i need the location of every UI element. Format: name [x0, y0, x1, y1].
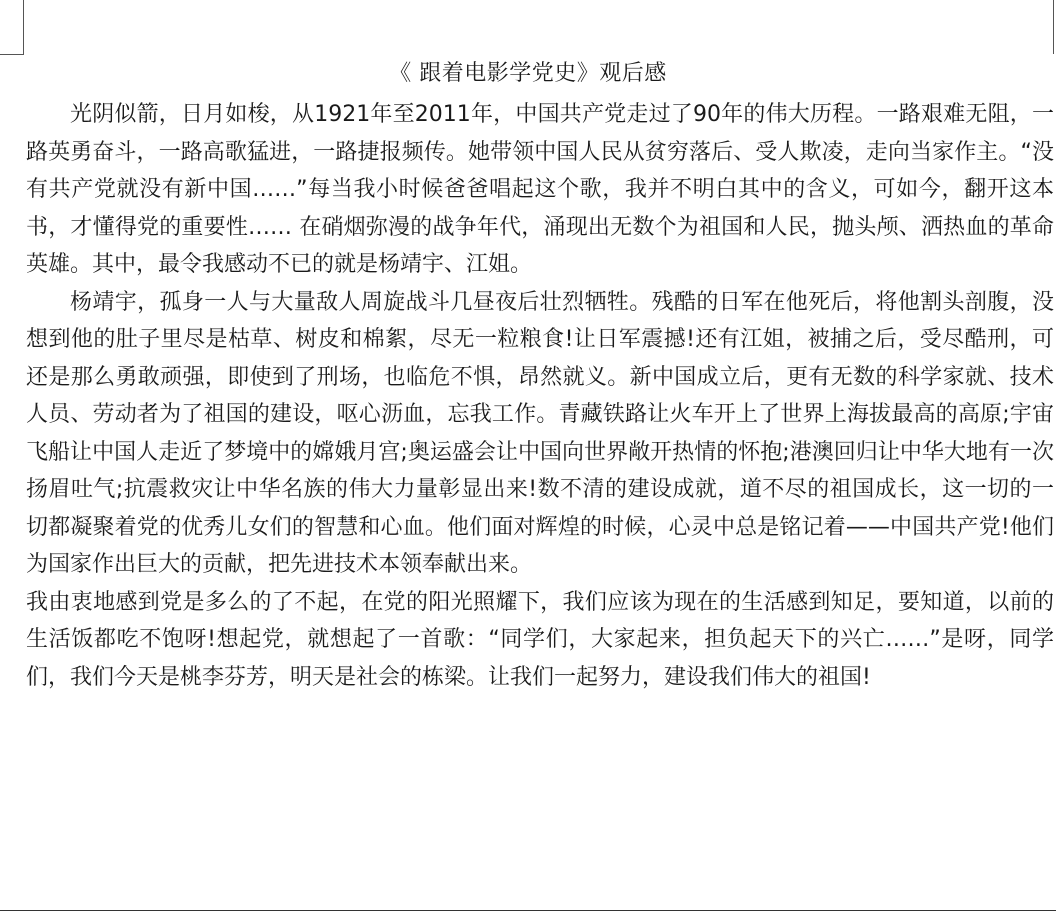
document-body: [26, 96, 1054, 696]
paragraph-heroes: 杨靖宇，孤身一人与大量敌人周旋战斗几昼夜后壮烈牺牲。残酷的日军在他死后，将他割头剖腹，没想到他的肚子里尽是枯草、树皮和棉絮，尽无一粒粮食!让日军震撼!还有江姐，被捕之后，受尽酷刑，可还是那么勇敢顽强，即使到了刑场，也临危不惧，昂然就义。新中国成立后，更有无数的科学家就、技术人员、劳动者为了祖国的建设，呕心沥血，忘我工作。青藏铁路让火车开上了世界上海拔最高的高原;宇宙飞船让中国人走近了梦境中的嫦娥月宫;奥运盛会让中国向世界敞开热情的怀抱;港澳回归让中华大地有一次扬眉吐气;抗震救灾让中华名族的伟大力量彰显出来!数不清的建设成就，道不尽的祖国成长，这一切的一切都凝聚着党的优秀儿女们的智慧和心血。他们面对辉煌的时候，心灵中总是铭记着——中国共产党!他们为国家作出巨大的贡献，把先进技术本领奉献出来。: [26, 289, 1054, 577]
bottom-divider: [0, 910, 1056, 911]
paragraph-intro: 光阴似箭，日月如梭，从1921年至2011年，中国共产党走过了90年的伟大历程。一路艰难无阻，一路英勇奋斗，一路高歌猛进，一路捷报频传。她带领中国人民从贫穷落后、受人欺凌，走向当家作主。“没有共产党就没有新中国……”每当我小时候爸爸唱起这个歌，我并不明白其中的含义，可如今，翻开这本书，才懂得党的重要性…… 在硝烟弥漫的战争年代，涌现出无数个为祖国和人民，抛头颅、洒热血的革命英雄。其中，最令我感动不已的就是杨靖宇、江姐。: [26, 102, 1054, 277]
document-title: 《 跟着电影学党史》观后感: [389, 61, 667, 86]
page-corner-mark-left: [0, 0, 24, 55]
paragraph-conclusion: 我由衷地感到党是多么的了不起，在党的阳光照耀下，我们应该为现在的生活感到知足，要知道，以前的生活饭都吃不饱呀!想起党，就想起了一首歌：“同学们，大家起来，担负起天下的兴亡……”是呀，同学们，我们今天是桃李芬芳，明天是社会的栋梁。让我们一起努力，建设我们伟大的祖国!: [26, 589, 1054, 690]
